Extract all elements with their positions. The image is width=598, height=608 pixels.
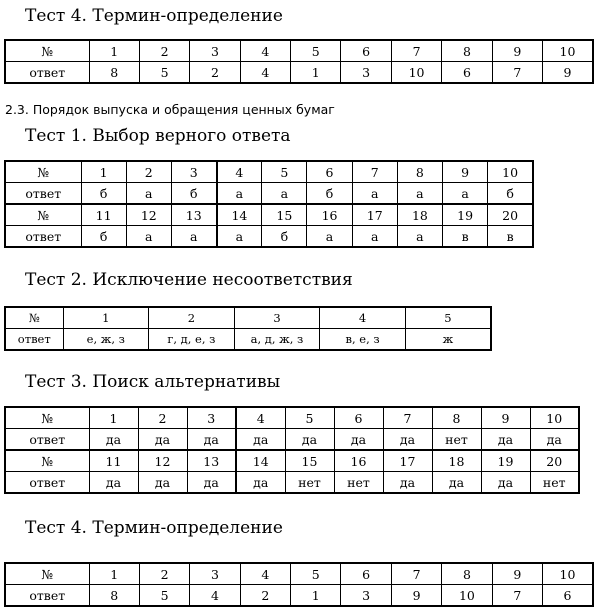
question-number-cell: 4 xyxy=(240,40,290,62)
answer-cell: б xyxy=(488,183,533,205)
answer-cell: 7 xyxy=(492,62,542,84)
answer-cell: да xyxy=(89,429,138,451)
test2-heading: Тест 2. Исключение несоответствия xyxy=(25,270,353,290)
question-number-cell: 3 xyxy=(190,563,240,585)
answer-cell: да xyxy=(89,472,138,494)
answer-cell: г, д, е, з xyxy=(149,329,235,351)
row-label-cell: ответ xyxy=(5,472,89,494)
question-number-cell: 17 xyxy=(352,204,397,226)
number-row xyxy=(5,563,593,585)
section-title: 2.3. Порядок выпуска и обращения ценных бумаг xyxy=(5,102,335,117)
answer-cell: 3 xyxy=(341,62,391,84)
answer-cell: да xyxy=(383,472,432,494)
answer-cell: нет xyxy=(285,472,334,494)
answer-cell: да xyxy=(432,472,481,494)
question-number-cell: 13 xyxy=(171,204,216,226)
answer-cell: 2 xyxy=(190,62,240,84)
question-number-cell: 10 xyxy=(530,407,579,429)
question-number-cell: 4 xyxy=(236,407,285,429)
row-label-cell: ответ xyxy=(5,183,81,205)
answer-cell: б xyxy=(81,183,126,205)
question-number-cell: 14 xyxy=(217,204,262,226)
question-number-cell: 5 xyxy=(405,307,491,329)
test4-heading-top: Тест 4. Термин-определение xyxy=(25,6,283,26)
answer-cell: да xyxy=(187,472,236,494)
row-label-cell: № xyxy=(5,407,89,429)
test4-answer-table-top xyxy=(4,39,594,84)
answer-cell: 2 xyxy=(240,585,290,607)
question-number-cell: 3 xyxy=(187,407,236,429)
row-label-cell: ответ xyxy=(5,429,89,451)
question-number-cell: 2 xyxy=(126,161,171,183)
question-number-cell: 20 xyxy=(530,450,579,472)
question-number-cell: 19 xyxy=(443,204,488,226)
answer-row xyxy=(5,329,491,351)
number-row xyxy=(5,307,491,329)
row-label-cell: ответ xyxy=(5,62,89,84)
row-label-cell: № xyxy=(5,307,63,329)
answer-cell: да xyxy=(138,429,187,451)
question-number-cell: 18 xyxy=(397,204,442,226)
answer-cell: а xyxy=(262,183,307,205)
question-number-cell: 9 xyxy=(481,407,530,429)
answer-cell: в xyxy=(488,226,533,248)
question-number-cell: 9 xyxy=(492,40,542,62)
answer-row xyxy=(5,62,593,84)
number-row xyxy=(5,407,579,429)
question-number-cell: 5 xyxy=(262,161,307,183)
question-number-cell: 12 xyxy=(126,204,171,226)
answer-cell: е, ж, з xyxy=(63,329,149,351)
question-number-cell: 14 xyxy=(236,450,285,472)
test1-heading: Тест 1. Выбор верного ответа xyxy=(25,126,291,146)
number-row xyxy=(5,40,593,62)
question-number-cell: 16 xyxy=(334,450,383,472)
question-number-cell: 11 xyxy=(89,450,138,472)
answer-cell: 7 xyxy=(492,585,542,607)
question-number-cell: 8 xyxy=(442,40,492,62)
answer-cell: да xyxy=(187,429,236,451)
answer-cell: 10 xyxy=(391,62,441,84)
question-number-cell: 2 xyxy=(138,407,187,429)
question-number-cell: 7 xyxy=(383,407,432,429)
answer-row xyxy=(5,472,579,494)
question-number-cell: 10 xyxy=(543,563,593,585)
answer-cell: да xyxy=(530,429,579,451)
question-number-cell: 2 xyxy=(139,563,189,585)
answer-cell: 6 xyxy=(442,62,492,84)
answer-cell: да xyxy=(138,472,187,494)
answer-cell: б xyxy=(171,183,216,205)
question-number-cell: 17 xyxy=(383,450,432,472)
question-number-cell: 4 xyxy=(217,161,262,183)
answer-cell: 1 xyxy=(291,62,341,84)
row-label-cell: № xyxy=(5,40,89,62)
row-label-cell: ответ xyxy=(5,226,81,248)
answer-cell: нет xyxy=(432,429,481,451)
answer-cell: нет xyxy=(530,472,579,494)
number-row xyxy=(5,450,579,472)
row-label-cell: ответ xyxy=(5,329,63,351)
answer-cell: 9 xyxy=(391,585,441,607)
question-number-cell: 6 xyxy=(307,161,352,183)
answer-row xyxy=(5,585,593,607)
question-number-cell: 5 xyxy=(291,40,341,62)
test3-answer-table xyxy=(4,406,580,494)
answer-cell: да xyxy=(334,429,383,451)
question-number-cell: 7 xyxy=(391,40,441,62)
answer-cell: 10 xyxy=(442,585,492,607)
question-number-cell: 8 xyxy=(432,407,481,429)
answer-cell: 5 xyxy=(139,585,189,607)
question-number-cell: 7 xyxy=(352,161,397,183)
question-number-cell: 5 xyxy=(291,563,341,585)
question-number-cell: 2 xyxy=(149,307,235,329)
question-number-cell: 9 xyxy=(443,161,488,183)
row-label-cell: № xyxy=(5,450,89,472)
question-number-cell: 10 xyxy=(543,40,593,62)
answer-cell: а xyxy=(307,226,352,248)
row-label-cell: ответ xyxy=(5,585,89,607)
answer-cell: а xyxy=(217,226,262,248)
question-number-cell: 1 xyxy=(89,563,139,585)
answer-cell: а xyxy=(352,226,397,248)
answer-row xyxy=(5,226,533,248)
answer-cell: а xyxy=(126,226,171,248)
question-number-cell: 8 xyxy=(397,161,442,183)
answer-cell: да xyxy=(481,472,530,494)
answer-cell: 1 xyxy=(291,585,341,607)
question-number-cell: 7 xyxy=(391,563,441,585)
answer-cell: 5 xyxy=(139,62,189,84)
answer-cell: нет xyxy=(334,472,383,494)
question-number-cell: 15 xyxy=(285,450,334,472)
question-number-cell: 9 xyxy=(492,563,542,585)
question-number-cell: 1 xyxy=(63,307,149,329)
test4-heading-bottom: Тест 4. Термин-определение xyxy=(25,518,283,538)
answer-cell: да xyxy=(236,429,285,451)
question-number-cell: 6 xyxy=(341,563,391,585)
question-number-cell: 15 xyxy=(262,204,307,226)
question-number-cell: 3 xyxy=(190,40,240,62)
question-number-cell: 18 xyxy=(432,450,481,472)
question-number-cell: 13 xyxy=(187,450,236,472)
number-row xyxy=(5,204,533,226)
answer-cell: 8 xyxy=(89,585,139,607)
question-number-cell: 20 xyxy=(488,204,533,226)
question-number-cell: 11 xyxy=(81,204,126,226)
number-row xyxy=(5,161,533,183)
answer-cell: 4 xyxy=(240,62,290,84)
answer-cell: а xyxy=(397,226,442,248)
answer-cell: а xyxy=(352,183,397,205)
answer-cell: 4 xyxy=(190,585,240,607)
answer-cell: да xyxy=(383,429,432,451)
answer-cell: а xyxy=(126,183,171,205)
answer-cell: а xyxy=(171,226,216,248)
question-number-cell: 12 xyxy=(138,450,187,472)
question-number-cell: 10 xyxy=(488,161,533,183)
question-number-cell: 1 xyxy=(89,407,138,429)
test1-answer-table xyxy=(4,160,534,248)
answer-cell: 9 xyxy=(543,62,593,84)
question-number-cell: 5 xyxy=(285,407,334,429)
answer-cell: да xyxy=(481,429,530,451)
row-label-cell: № xyxy=(5,161,81,183)
answer-cell: а, д, ж, з xyxy=(234,329,320,351)
question-number-cell: 6 xyxy=(334,407,383,429)
answer-cell: 6 xyxy=(543,585,593,607)
answer-cell: б xyxy=(307,183,352,205)
answer-cell: а xyxy=(217,183,262,205)
test2-answer-table xyxy=(4,306,492,351)
question-number-cell: 16 xyxy=(307,204,352,226)
question-number-cell: 6 xyxy=(341,40,391,62)
answer-cell: б xyxy=(81,226,126,248)
answer-cell: в, е, з xyxy=(320,329,406,351)
test4-answer-table-bottom xyxy=(4,562,594,607)
row-label-cell: № xyxy=(5,204,81,226)
row-label-cell: № xyxy=(5,563,89,585)
answer-cell: да xyxy=(236,472,285,494)
answer-cell: да xyxy=(285,429,334,451)
answer-cell: а xyxy=(443,183,488,205)
question-number-cell: 3 xyxy=(171,161,216,183)
question-number-cell: 1 xyxy=(81,161,126,183)
answer-cell: ж xyxy=(405,329,491,351)
answer-cell: в xyxy=(443,226,488,248)
answer-cell: 8 xyxy=(89,62,139,84)
question-number-cell: 2 xyxy=(139,40,189,62)
question-number-cell: 19 xyxy=(481,450,530,472)
answer-row xyxy=(5,183,533,205)
question-number-cell: 8 xyxy=(442,563,492,585)
question-number-cell: 1 xyxy=(89,40,139,62)
answer-cell: б xyxy=(262,226,307,248)
test3-heading: Тест 3. Поиск альтернативы xyxy=(25,372,281,392)
answer-cell: 3 xyxy=(341,585,391,607)
question-number-cell: 4 xyxy=(320,307,406,329)
question-number-cell: 3 xyxy=(234,307,320,329)
answer-row xyxy=(5,429,579,451)
answer-cell: а xyxy=(397,183,442,205)
question-number-cell: 4 xyxy=(240,563,290,585)
